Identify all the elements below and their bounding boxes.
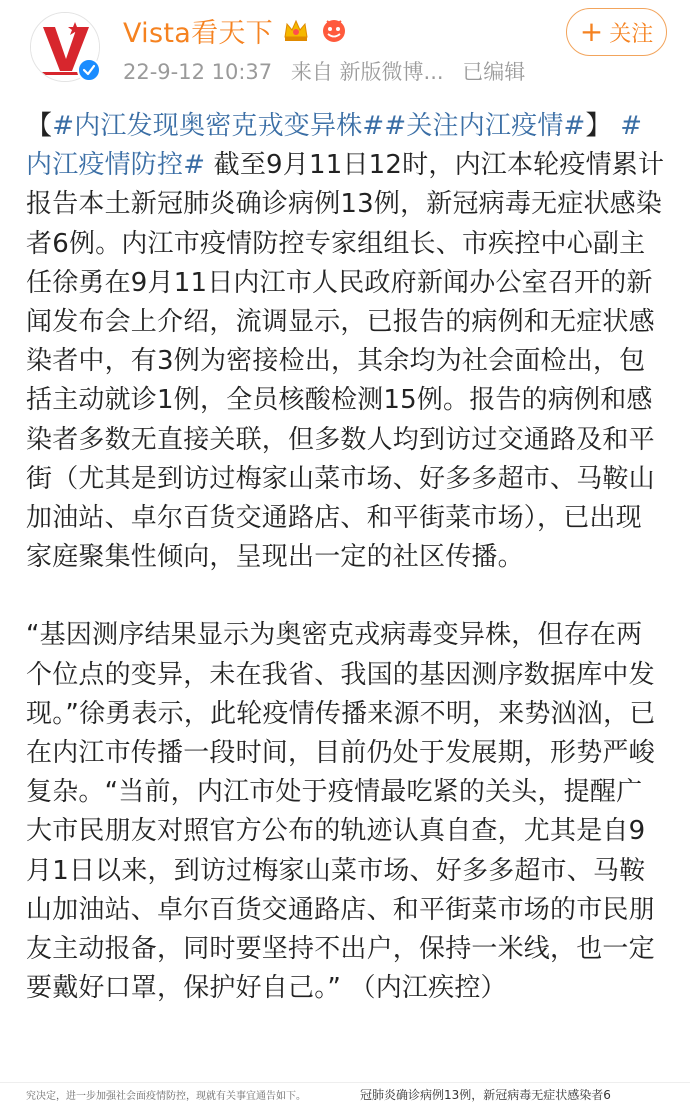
paragraph-1-text: 截至9月11日12时，内江本轮疫情累计报告本土新冠肺炎确诊病例13例，新冠病毒无症状感染者6例。内江市疫情防控专家组组长、市疾控中心副主任徐勇在9月11日内江市人民政府新闻办公室召开的新闻发布会上介绍，流调显示，已报告的病例和无症状感染者中，有3例为密接检出，其余均为社会面检出，包括主动就诊1例，全员核酸检测15例。报告的病例和感染者多数无直接关联，但多数人均到访过交通路及和平街（尤其是到访过梅家山菜市场、好多多超市、马鞍山加油站、卓尔百货交通路店、和平街菜市场），已出现家庭聚集性倾向，呈现出一定的社区传播。 xyxy=(26,150,665,573)
verified-icon xyxy=(77,58,101,82)
topic-link-2[interactable]: #关注内江疫情# xyxy=(384,111,586,141)
image-right-caption: 冠肺炎确诊病例13例，新冠病毒无症状感染者6 xyxy=(360,1088,611,1102)
paragraph-2-text: “基因测序结果显示为奥密克戎病毒变异株，但存在两个位点的变异，未在我省、我国的基因测序数据库中发现。”徐勇表示，此轮疫情传播来源不明，来势汹汹，已在内江市传播一段时间，目前仍处于发展期，形势严峻复杂。“当前，内江市处于疫情最吃紧的关头，提醒广大市民朋友对照官方公布的轨迹认真自查，尤其是自9月1日以来，到访过梅家山菜市场、好多多超市、马鞍山加油站、卓尔百货交通路店、和平街菜市场的市民朋友主动报备，同时要坚持不出户，保持一米线，也一定要戴好口罩，保护好自己。” （内江疾控） xyxy=(26,620,656,1004)
post-source[interactable]: 来自 新版微博... xyxy=(290,60,444,84)
attached-image-strip[interactable] xyxy=(0,1082,690,1105)
paragraph-2 xyxy=(26,616,666,1008)
crown-badge-icon xyxy=(281,15,311,45)
username[interactable]: Vista看天下 xyxy=(123,17,273,49)
paragraph-1 xyxy=(26,107,666,577)
post-header xyxy=(0,0,690,96)
image-left-caption: 究决定，进一步加强社会面疫情防控，现就有关事宜通告如下。 xyxy=(26,1091,306,1102)
edited-label[interactable]: 已编辑 xyxy=(462,60,526,84)
follow-button[interactable] xyxy=(566,8,667,56)
member-badge-icon xyxy=(319,15,349,45)
author-name-row xyxy=(123,12,349,48)
topic-link-1[interactable]: #内江发现奥密克戎变异株# xyxy=(52,111,385,141)
follow-label: 关注 xyxy=(609,21,654,47)
post-timestamp: 22-9-12 10:37 xyxy=(123,60,273,84)
bracket-close: 】 xyxy=(585,111,612,141)
bracket-open: 【 xyxy=(26,111,53,141)
post-meta xyxy=(123,56,537,86)
plus-icon: + xyxy=(579,15,604,48)
topic-link-3[interactable]: #内江疫情防控# xyxy=(26,111,643,181)
post-content xyxy=(26,107,666,1008)
